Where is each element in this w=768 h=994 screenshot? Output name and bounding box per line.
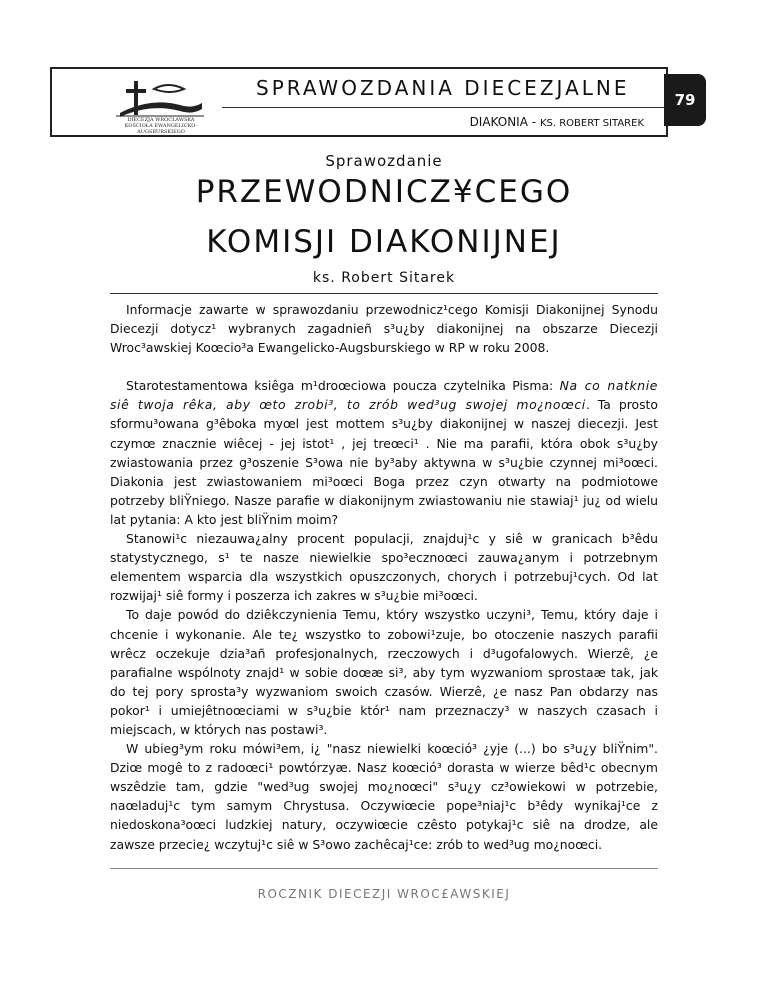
diocese-logo [110,79,206,133]
running-header [50,67,668,137]
paragraph-last-year: W ubieg³ym roku mówi³em, i¿ "nasz niewielki koœció³ ¿yje (...) bo s³u¿y bliŸnim". Dziœ mogê to z radoœci¹ powtórzyæ. Nasz koœció³ dorasta w wierze bêd¹c obecnym wszêdzie tam, gdzie "wed³ug swojej mo¿noœci" s³u¿y cz³owiekowi w potrzebie, naœladuj¹c tym samym Chrystusa. Oczywiœcie pope³niaj¹c b³êdy wynikaj¹ce z niedoskona³oœci ludzkiej natury, oczywiœcie czêsto potykaj¹c siê na drodze, ale zawsze przecie¿ wczytuj¹c siê w S³owo zachêcaj¹ce: zrób to wed³ug mo¿noœci. [110,741,658,852]
section-title: SPRAWOZDANIA DIECEZJALNE [256,76,630,100]
article-author: ks. Robert Sitarek [312,270,456,286]
article-kicker: Sprawozdanie [325,152,443,170]
header-divider [222,107,668,108]
page-number: 79 [664,74,706,126]
article-title-line-1: PRZEWODNICZ¥CEGO [195,174,573,210]
header-separator: - [531,115,537,129]
paragraph-thanksgiving: To daje powód do dziêkczynienia Temu, który wszystko uczyni³, Temu, który daje i chcenie i wykonanie. Ale te¿ wszystko to zobowi¹zuje, bo otoczenie naszych parafii wrêcz oczekuje dzia³añ profesjonalnych, rzeczowych i d³ugofalowych. Wierzê, ¿e parafialne wspólnoty znajd¹ w sobie doœæ si³, aby tym wyzwaniom sprostaæ tak, jak do tej pory sprosta³y wyzwaniom swoich czasów. Wierzê, ¿e nasz Pan obdarzy nas pokor¹ i umiejêtnoœciami w s³u¿bie któr¹ nam przeznaczy³ w naszych czasach i miejscach, w których nas postawi³. [110,607,658,737]
article-body [110,300,658,854]
cross-fish-icon [110,79,206,119]
paragraph-population: Stanowi¹c niezauwa¿alny procent populacji, znajduj¹c y siê w granicach b³êdu statystycznego, s¹ te nasze niewielkie spo³ecznoœci zauwa¿anym i potrzebnym elementem wsparcia dla wszystkich opuszczonych, chorych i potrzebuj¹cych. Od lat rozwijaj¹ siê formy i poszerza ich zakres w s³u¿bie mi³oœci. [110,531,658,604]
header-author: KS. ROBERT SITAREK [539,118,644,129]
footer-divider [110,868,658,869]
paragraph-intro: Informacje zawarte w sprawozdaniu przewodnicz¹cego Komisji Diakonijnej Synodu Diecezji dotycz¹ wybranych zagadnieñ s³u¿by diakonijnej na obszarze Diecezji Wroc³awskiej Koœcio³a Ewangelicko-Augsburskiego w RP w roku 2008. [110,302,658,356]
header-subtitle [470,115,644,129]
author-divider [110,293,658,294]
quote-italic: Na co natknie siê twoja rêka, aby œto zrobi³, to zrób wed³ug swojej mo¿noœci [110,378,658,413]
paragraph-motto: Starotestamentowa ksiêga m¹droœciowa poucza czytelnika Pisma: Na co natknie siê twoja rêka, aby œto zrobi³, to zrób wed³ug swojej mo¿noœci. Ta prosto sformu³owana g³êboka myœl jest mottem s³u¿by diakonijnej w naszej diecezji. Jest czymœ znacznie wiêcej - jej istot¹ , jej treœci¹ . Nie ma parafii, która obok s³u¿by zwiastowania przez g³oszenie S³owa nie by³aby aktywna w s³u¿bie czynnej mi³oœci. Diakonia jest zwiastowaniem mi³oœci Boga przez czyn otwarty na podmiotowe potrzeby bliŸniego. Nasze parafie w diakonijnym zwiastowaniu nie stawiaj¹ ju¿ od wielu lat pytania: A kto jest bliŸnim moim? [110,378,658,527]
subsection-name: DIAKONIA [469,115,528,129]
logo-caption: DIECEZJA WROCŁAWSKA KOŚCIOŁA EWANGELICKO-AUGSBURSKIEGO [124,117,198,135]
article-title-line-2: KOMISJI DIAKONIJNEJ [206,224,562,260]
journal-footer: ROCZNIK DIECEZJI WROC£AWSKIEJ [257,887,511,901]
